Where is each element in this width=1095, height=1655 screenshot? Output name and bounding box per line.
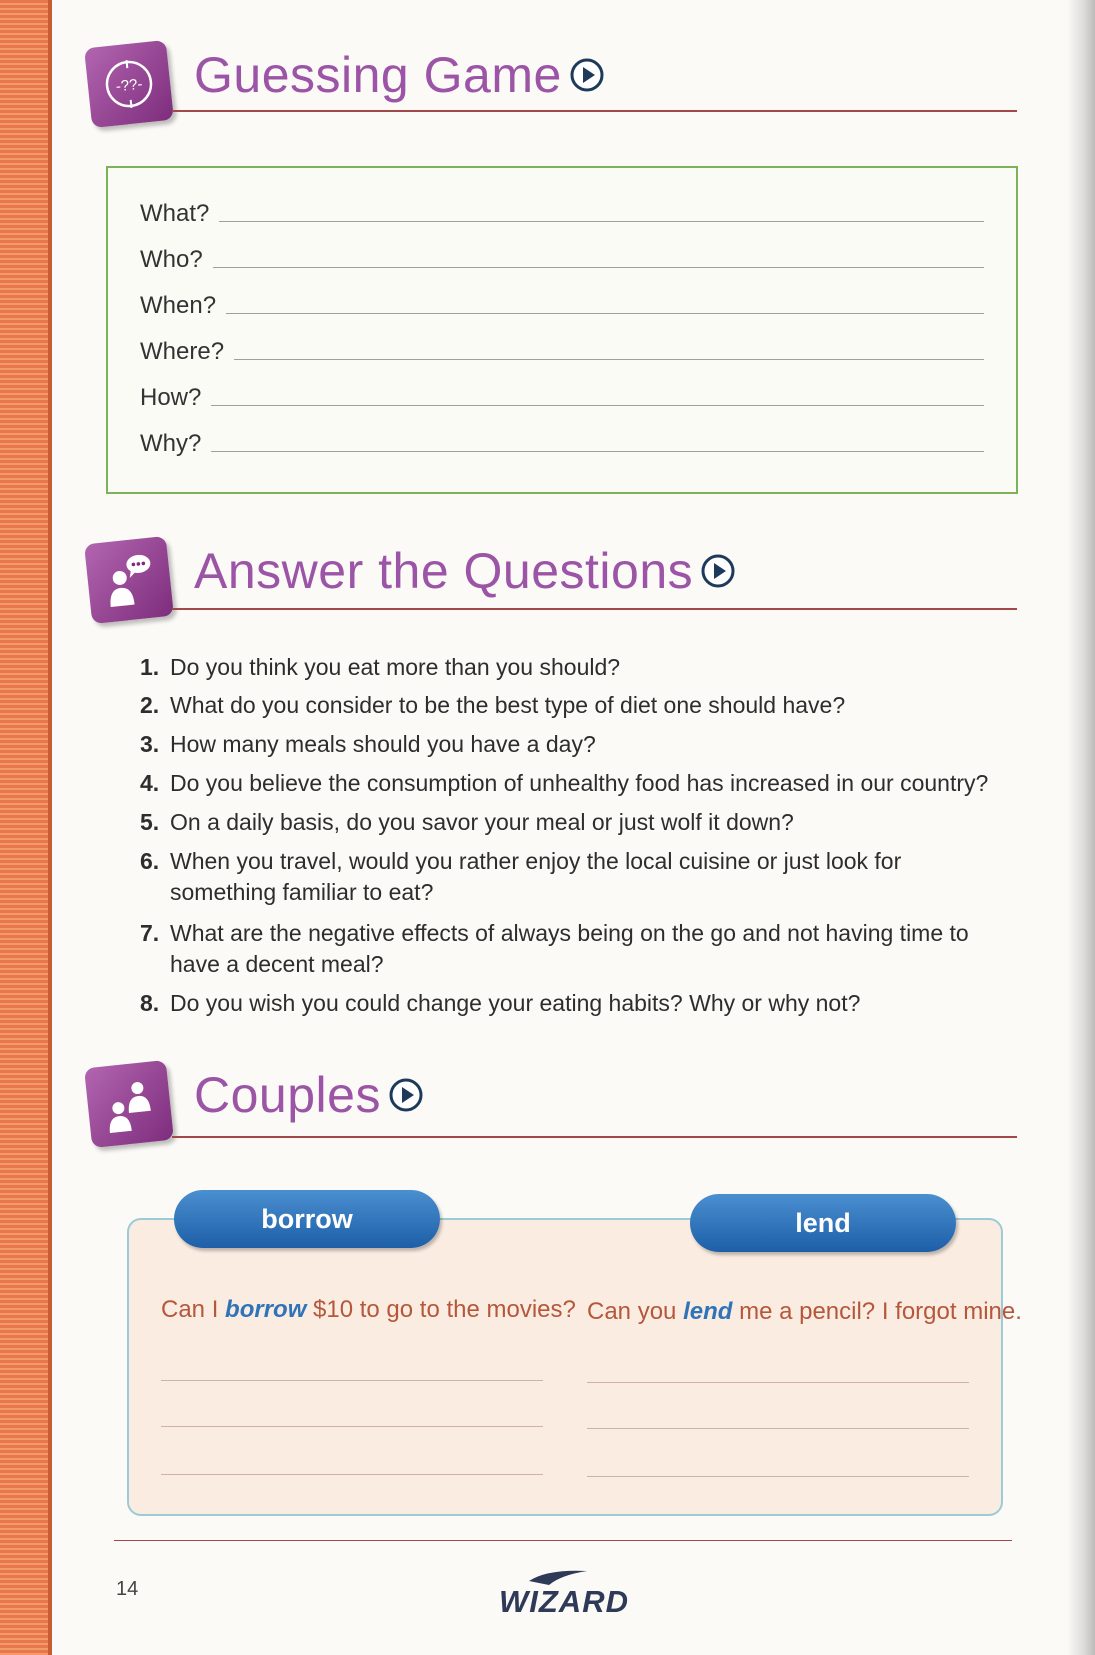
- question-item: [140, 918, 1000, 980]
- question-text: Do you think you eat more than you should?: [170, 654, 621, 680]
- answer-questions-header: [82, 536, 1017, 626]
- example-text: me a pencil? I forgot mine.: [732, 1298, 1022, 1325]
- couples-title-text: Couples: [194, 1067, 381, 1123]
- badge-text: -??-: [114, 75, 144, 96]
- two-people-icon: [99, 1074, 158, 1133]
- answer-line[interactable]: [219, 221, 984, 222]
- question-number: 6.: [140, 848, 160, 874]
- play-audio-icon[interactable]: [701, 554, 735, 588]
- answer-line[interactable]: [234, 359, 984, 360]
- question-item: [140, 768, 1000, 799]
- question-text: Do you wish you could change your eating habits? Why or why not?: [170, 990, 861, 1016]
- question-item: [140, 652, 1000, 683]
- answer-line-lend[interactable]: [587, 1476, 969, 1477]
- example-text: Can you: [587, 1298, 684, 1325]
- lend-example: [587, 1298, 1022, 1326]
- answer-line-borrow[interactable]: [161, 1474, 543, 1475]
- question-number: 1.: [140, 654, 160, 680]
- guess-label: Who?: [140, 246, 203, 273]
- guess-row-when[interactable]: [140, 280, 984, 320]
- question-item: [140, 988, 1000, 1019]
- header-rule: [172, 608, 1017, 610]
- answer-title-text: Answer the Questions: [194, 543, 694, 599]
- answer-badge: [84, 536, 174, 624]
- tab-label: borrow: [261, 1203, 353, 1234]
- guess-label: How?: [140, 384, 202, 411]
- word-tab-borrow: [174, 1190, 440, 1248]
- answer-line[interactable]: [211, 405, 984, 406]
- header-rule: [172, 110, 1017, 112]
- borrow-example: [161, 1296, 576, 1324]
- section-title-guessing: [194, 46, 604, 104]
- book-spine-edge: [0, 0, 52, 1655]
- answer-line[interactable]: [226, 313, 984, 314]
- couples-header: [82, 1060, 1017, 1150]
- question-number: 8.: [140, 990, 160, 1016]
- header-rule: [172, 1136, 1017, 1138]
- answer-line-borrow[interactable]: [161, 1426, 543, 1427]
- question-number: 5.: [140, 809, 160, 835]
- question-item: [140, 690, 1000, 721]
- example-text: Can I: [161, 1296, 226, 1323]
- answer-line-lend[interactable]: [587, 1382, 969, 1383]
- answer-line-borrow[interactable]: [161, 1380, 543, 1381]
- answer-line[interactable]: [211, 451, 984, 452]
- question-number: 7.: [140, 920, 160, 946]
- example-text: $10 to go to the movies?: [306, 1296, 576, 1323]
- tab-label: lend: [795, 1207, 851, 1238]
- guessing-answer-box: [106, 166, 1018, 494]
- guessing-title-text: Guessing Game: [194, 47, 562, 103]
- guess-label: Why?: [140, 430, 202, 457]
- question-text: On a daily basis, do you savor your meal or just wolf it down?: [170, 809, 794, 835]
- question-text: What are the negative effects of always being on the go and not having time to have a decent meal?: [170, 920, 969, 977]
- question-number: 4.: [140, 770, 160, 796]
- guess-label: What?: [140, 200, 210, 227]
- word-tab-lend: [690, 1194, 956, 1252]
- question-text: How many meals should you have a day?: [170, 731, 596, 757]
- question-text: When you travel, would you rather enjoy the local cuisine or just look for something familiar to eat?: [170, 848, 902, 905]
- example-keyword: lend: [683, 1298, 733, 1325]
- question-target-icon: [100, 55, 157, 112]
- guessing-badge: [84, 40, 174, 128]
- speaking-person-icon: [99, 550, 158, 609]
- section-title-couples: [194, 1066, 423, 1124]
- couples-example-box: [127, 1218, 1022, 1516]
- guess-row-why[interactable]: [140, 418, 984, 458]
- guess-label: When?: [140, 292, 217, 319]
- question-item: [140, 807, 1000, 838]
- guess-row-where[interactable]: [140, 326, 984, 366]
- question-text: Do you believe the consumption of unhealthy food has increased in our country?: [170, 770, 989, 796]
- question-number: 2.: [140, 692, 160, 718]
- question-number: 3.: [140, 731, 160, 757]
- brand-logo-text: WIZARD: [499, 1584, 629, 1619]
- couples-badge: [84, 1060, 174, 1148]
- guess-row-what[interactable]: [140, 188, 984, 228]
- section-title-answer: [194, 542, 735, 600]
- guess-row-how[interactable]: [140, 372, 984, 412]
- page-gutter-shadow: [1067, 0, 1095, 1655]
- guessing-game-header: [82, 40, 1017, 130]
- guess-label: Where?: [140, 338, 225, 365]
- question-item: [140, 846, 1000, 908]
- question-text: What do you consider to be the best type of diet one should have?: [170, 692, 846, 718]
- play-audio-icon[interactable]: [570, 58, 604, 92]
- guess-row-who[interactable]: [140, 234, 984, 274]
- question-item: [140, 729, 1000, 760]
- play-audio-icon[interactable]: [389, 1078, 423, 1112]
- answer-line-lend[interactable]: [587, 1428, 969, 1429]
- answer-line[interactable]: [213, 267, 984, 268]
- footer-rule: [114, 1540, 1012, 1541]
- example-keyword: borrow: [225, 1296, 307, 1323]
- page-number: 14: [116, 1578, 139, 1600]
